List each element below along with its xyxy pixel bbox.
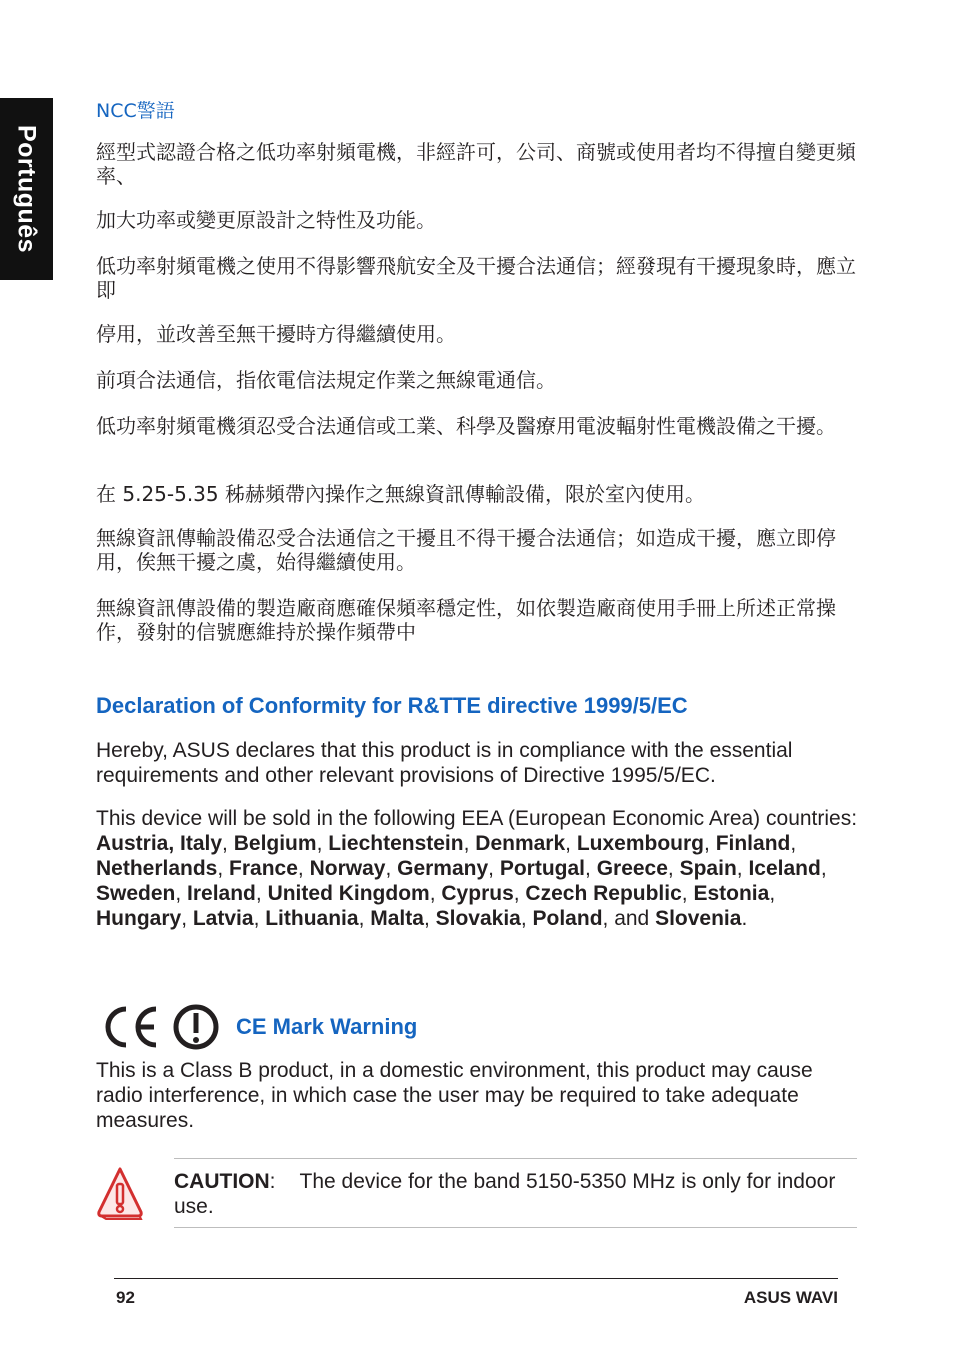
- language-tab-label: Português: [12, 124, 41, 254]
- footer-divider: [114, 1278, 838, 1279]
- country-separator: ,: [513, 882, 526, 905]
- country-name: Norway: [309, 857, 386, 880]
- country-name: France: [229, 857, 298, 880]
- ncc-paragraph-9: 無線資訊傳設備的製造廠商應確保頻率穩定性，如依製造廠商使用手冊上所述正常操作，發射的信號應維持於操作頻帶中: [96, 596, 836, 644]
- caution-text: [174, 1169, 857, 1219]
- country-separator: ,: [358, 907, 371, 930]
- ncc-paragraph-8: 無線資訊傳輸設備忍受合法通信之干擾且不得干擾合法通信；如造成干擾，應立即停用，俟無干擾之虞，始得繼續使用。: [96, 526, 836, 574]
- country-separator: ,: [704, 832, 716, 855]
- product-name: ASUS WAVI: [743, 1288, 838, 1307]
- country-separator: ,: [429, 882, 442, 905]
- country-separator: ,: [769, 882, 776, 905]
- country-list: [96, 832, 827, 930]
- country-name: Netherlands: [96, 857, 218, 880]
- country-name: Liechtenstein: [328, 832, 464, 855]
- country-name: Malta: [370, 907, 424, 930]
- country-separator: ,: [253, 907, 266, 930]
- country-name: Slovakia: [435, 907, 521, 930]
- ncc-paragraph-2: 加大功率或變更原設計之特性及功能。: [96, 208, 436, 232]
- country-separator: ,: [667, 857, 680, 880]
- country-name: Austria, Italy: [96, 832, 223, 855]
- country-separator: ,: [297, 857, 310, 880]
- ncc-paragraph-7: 在 5.25-5.35 秭赫頻帶內操作之無線資訊傳輸設備，限於室內使用。: [96, 482, 705, 506]
- country-name: Luxembourg: [576, 832, 705, 855]
- country-separator: ,: [255, 882, 268, 905]
- country-name: Greece: [596, 857, 668, 880]
- country-name: Germany: [397, 857, 489, 880]
- country-name: Lithuania: [265, 907, 359, 930]
- ncc-paragraph-1: 經型式認證合格之低功率射頻電機，非經許可，公司、商號或使用者均不得擅自變更頻率、: [96, 140, 856, 188]
- country-name: Hungary: [96, 907, 182, 930]
- page-number: 92: [116, 1288, 135, 1307]
- doc-paragraph-1: Hereby, ASUS declares that this product is in compliance with the essential requirements and other relevant provisions of Directive 1995/5/EC.: [96, 739, 793, 787]
- caution-colon: :: [269, 1170, 276, 1193]
- country-separator: ,: [175, 882, 188, 905]
- country-separator: ,: [385, 857, 398, 880]
- country-name: Sweden: [96, 882, 176, 905]
- country-name: Denmark: [475, 832, 566, 855]
- warning-triangle-icon: [96, 1166, 144, 1220]
- caution-label: CAUTION: [174, 1170, 270, 1193]
- country-separator: ,: [565, 832, 577, 855]
- ncc-paragraph-3: 低功率射頻電機之使用不得影響飛航安全及干擾合法通信；經發現有干擾現象時，應立即: [96, 254, 856, 302]
- country-separator: ,: [222, 832, 234, 855]
- ncc-paragraph-6: 低功率射頻電機須忍受合法通信或工業、科學及醫療用電波輻射性電機設備之干擾。: [96, 414, 836, 438]
- ncc-paragraph-5: 前項合法通信，指依電信法規定作業之無線電通信。: [96, 368, 556, 392]
- country-list-end: .: [741, 907, 748, 930]
- country-name: Portugal: [499, 857, 586, 880]
- doc-country-intro: This device will be sold in the following EEA (European Economic Area) countries:: [96, 807, 858, 830]
- caution-message: The device for the band 5150-5350 MHz is only for indoor use.: [174, 1170, 836, 1218]
- country-name: Belgium: [233, 832, 317, 855]
- country-name: Poland: [532, 907, 603, 930]
- ce-paragraph: This is a Class B product, in a domestic environment, this product may cause radio interference, in which case the user may be required to take adequate measures.: [96, 1059, 813, 1132]
- country-separator: ,: [681, 882, 694, 905]
- country-name: Iceland: [748, 857, 821, 880]
- alert-class-icon: [176, 1007, 216, 1047]
- country-name: Spain: [679, 857, 737, 880]
- ncc-title: NCC警語: [96, 100, 175, 122]
- country-separator: ,: [423, 907, 436, 930]
- country-separator: ,: [217, 857, 230, 880]
- country-separator: ,: [316, 832, 329, 855]
- country-name: United Kingdom: [267, 882, 430, 905]
- country-separator: ,: [820, 857, 827, 880]
- ncc-paragraph-4: 停用，並改善至無干擾時方得繼續使用。: [96, 322, 456, 346]
- caution-box: [174, 1158, 857, 1228]
- country-name: Latvia: [192, 907, 254, 930]
- country-separator: ,: [736, 857, 749, 880]
- language-tab: [0, 98, 53, 280]
- country-separator: ,: [463, 832, 476, 855]
- country-name: Slovenia: [655, 907, 742, 930]
- country-separator: ,: [520, 907, 533, 930]
- country-separator: , and: [602, 907, 656, 930]
- country-name: Estonia: [693, 882, 770, 905]
- country-separator: ,: [585, 857, 597, 880]
- country-name: Finland: [715, 832, 791, 855]
- ce-heading: CE Mark Warning: [236, 1014, 418, 1039]
- country-separator: ,: [181, 907, 193, 930]
- country-separator: ,: [488, 857, 500, 880]
- country-name: Czech Republic: [525, 882, 682, 905]
- country-separator: ,: [790, 832, 797, 855]
- ce-mark-icon: [96, 1003, 226, 1051]
- doc-country-paragraph: [96, 806, 858, 931]
- country-name: Ireland: [187, 882, 256, 905]
- doc-heading: Declaration of Conformity for R&TTE directive 1999/5/EC: [96, 693, 688, 718]
- country-name: Cyprus: [441, 882, 514, 905]
